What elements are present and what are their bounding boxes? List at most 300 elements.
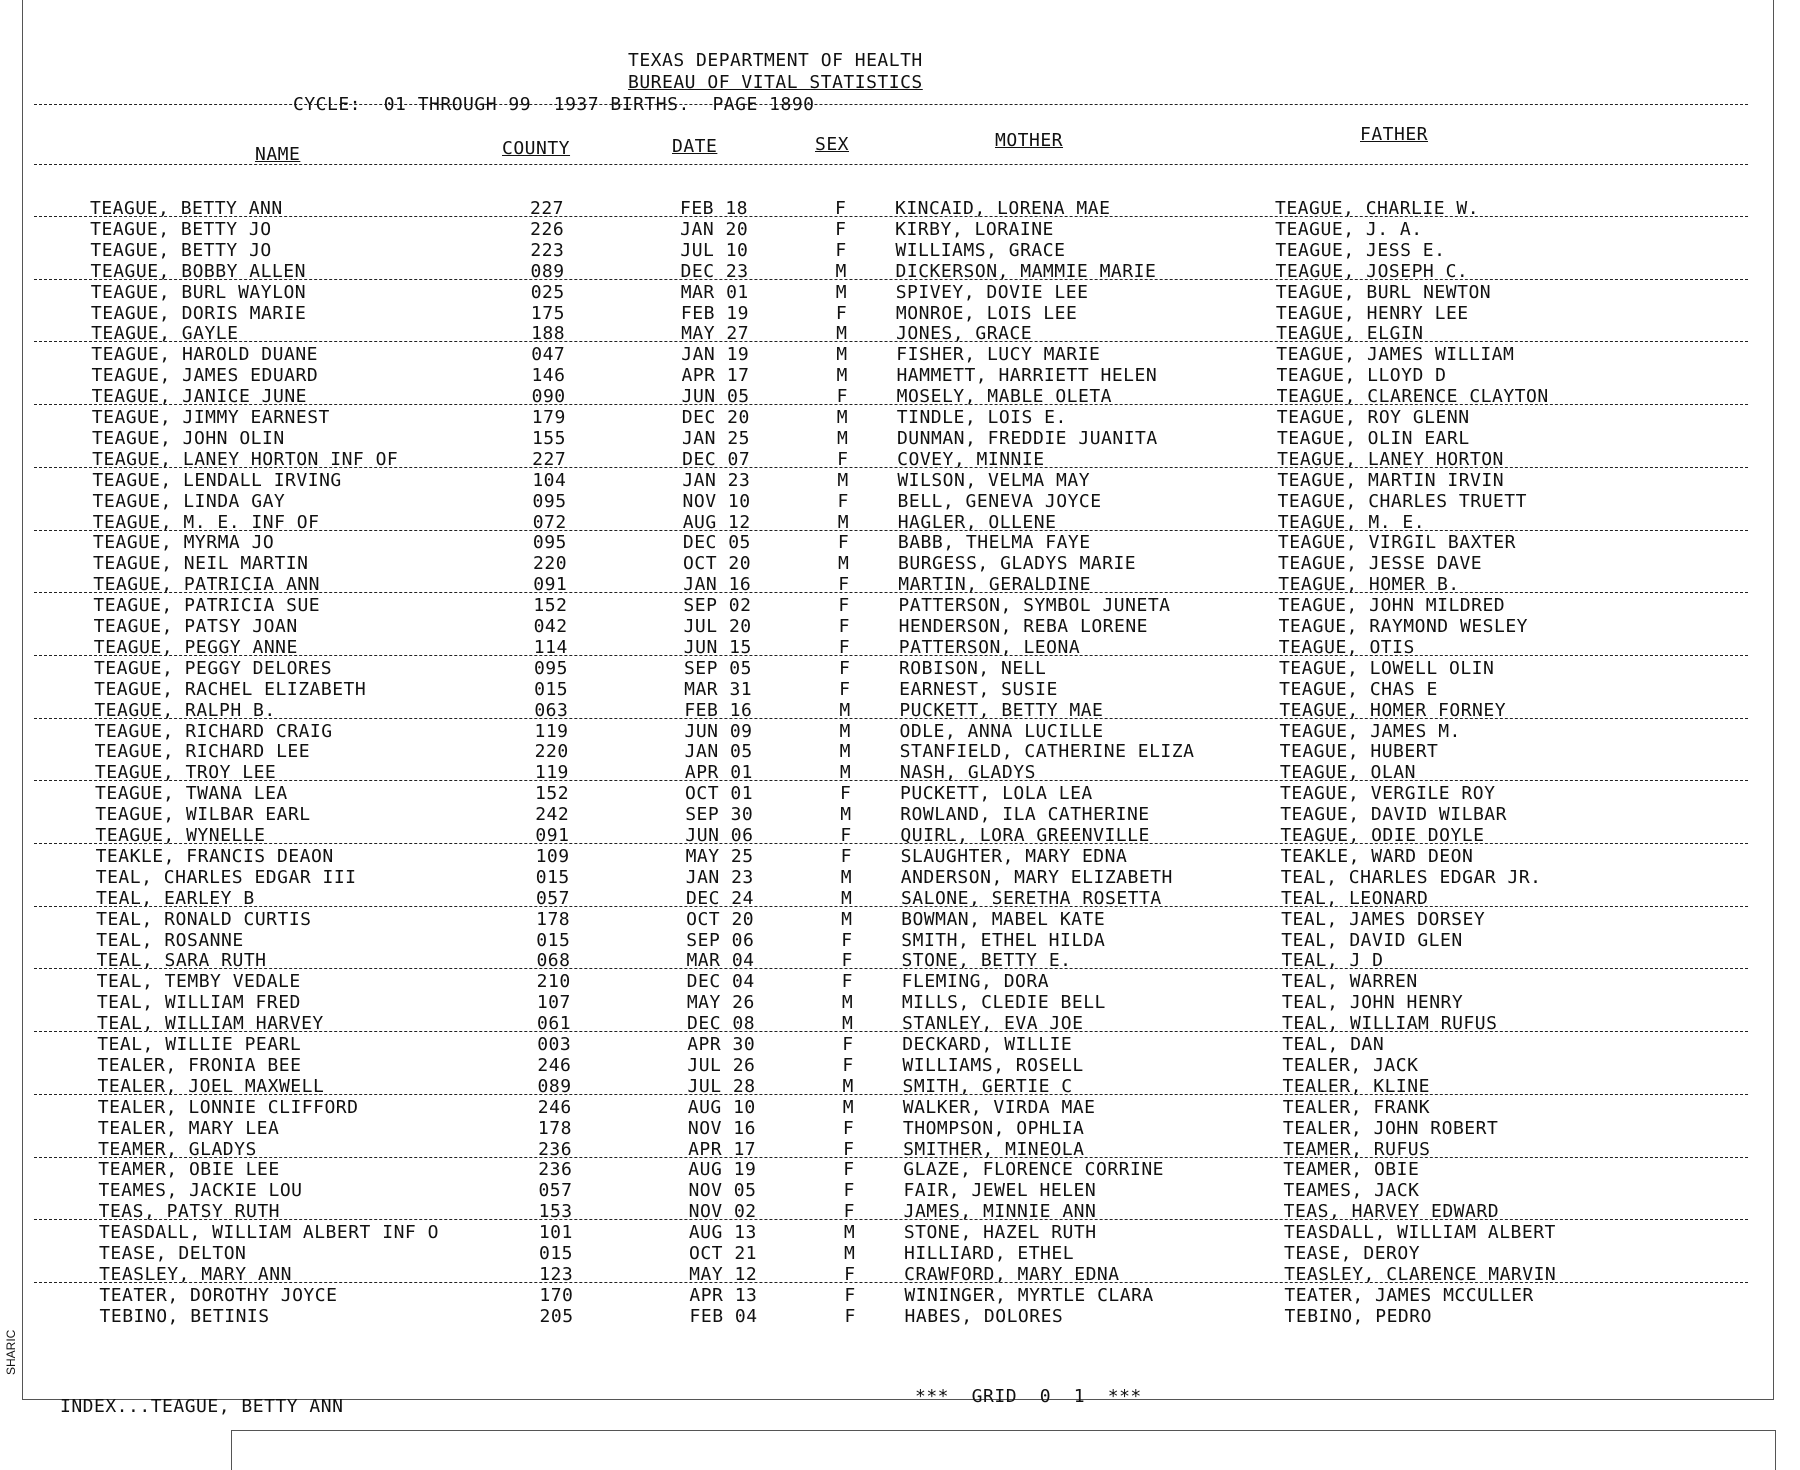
record-county: 152 [533,595,568,617]
record-row [0,971,1800,991]
record-father: TEAGUE, JESSE DAVE [1278,553,1483,575]
record-county: 153 [538,1201,573,1223]
record-row [0,679,1800,699]
grid-marker: *** GRID 0 1 *** [915,1386,1142,1407]
record-name: TEAGUE, DORIS MARIE [90,302,307,324]
column-header-name: NAME [255,144,301,165]
record-date: NOV 05 [688,1180,757,1202]
record-row [0,1118,1800,1138]
record-county: 178 [536,908,571,930]
record-father: TEAS, HARVEY EDWARD [1283,1201,1500,1223]
record-separator [34,216,1748,217]
record-name: TEAGUE, HAROLD DUANE [91,344,318,366]
record-father: TEAGUE, OLAN [1279,762,1416,784]
column-header-rule [34,164,1748,165]
record-sex: F [838,636,851,658]
record-county: 227 [532,448,567,470]
record-mother: COVEY, MINNIE [897,448,1045,470]
record-separator [34,968,1748,969]
record-name: TEAGUE, BOBBY ALLEN [90,260,306,282]
record-county: 095 [532,532,567,554]
record-name: TEAKLE, FRANCIS DEAON [95,845,334,867]
record-sex: F [843,1180,855,1202]
record-separator [34,1157,1748,1158]
record-row [0,700,1800,720]
record-county: 188 [531,323,566,345]
record-county: 107 [536,992,571,1014]
record-row [0,261,1800,281]
record-name: TEAGUE, WILBAR EARL [95,804,311,826]
record-separator [34,718,1748,719]
record-mother: DUNMAN, FREDDIE JUANITA [896,427,1158,449]
record-date: JAN 23 [682,469,751,491]
record-county: 095 [532,490,567,512]
record-date: NOV 16 [687,1117,756,1139]
record-date: OCT 21 [689,1243,758,1264]
record-name: TEAL, TEMBY VEDALE [96,971,301,993]
record-father: TEAL, LEONARD [1280,887,1429,909]
record-name: TEAGUE, RICHARD CRAIG [94,720,333,742]
record-row [0,407,1800,427]
record-father: TEAGUE, ROY GLENN [1276,407,1470,428]
record-mother: HILLIARD, ETHEL [904,1243,1075,1264]
record-county: 210 [536,971,571,993]
record-date: APR 30 [687,1034,756,1055]
record-date: MAY 27 [681,323,750,345]
record-date: FEB 04 [689,1305,758,1327]
record-mother: ROBISON, NELL [898,657,1047,679]
record-name: TEAGUE, BETTY JO [90,218,272,240]
record-name: TEALER, MARY LEA [97,1117,280,1139]
record-name: TEAGUE, M. E. INF OF [92,511,320,533]
record-sex: M [840,804,852,826]
record-father: TEAGUE, HOMER FORNEY [1279,699,1507,721]
record-row [0,1034,1800,1054]
record-county: 015 [536,929,571,951]
record-mother: STONE, BETTY E. [901,950,1072,972]
record-mother: MARTIN, GERALDINE [898,574,1091,596]
record-father: TEASDALL, WILLIAM ALBERT [1283,1222,1556,1244]
next-page-frame [231,1430,1776,1470]
record-mother: MONROE, LOIS LEE [895,302,1078,324]
record-row [0,783,1800,803]
record-mother: HABES, DOLORES [904,1305,1064,1327]
record-sex: M [840,866,853,888]
record-sex: F [844,1284,856,1306]
record-sex: F [838,657,851,679]
record-county: 090 [531,386,566,408]
record-sex: F [835,218,847,240]
record-mother: SMITHER, MINEOLA [903,1138,1085,1160]
record-row [0,741,1800,761]
record-father: TEAL, J D [1281,950,1384,972]
record-date: APR 17 [681,365,750,387]
record-father: TEAGUE, ELGIN [1276,323,1424,345]
record-county: 119 [534,762,569,784]
record-sex: M [839,699,851,721]
record-date: DEC 20 [681,407,750,428]
record-date: DEC 08 [687,1013,756,1035]
header-title: TEXAS DEPARTMENT OF HEALTH [628,50,923,71]
record-father: TEAGUE, ODIE DOYLE [1280,825,1485,846]
record-father: TEAL, CHARLES EDGAR JR. [1280,866,1542,888]
record-father: TEAGUE, M. E. [1277,511,1426,533]
record-sex: M [835,260,847,282]
record-row [0,1055,1800,1075]
record-date: AUG 12 [682,511,751,533]
record-sex: M [838,553,850,575]
record-separator [34,1219,1748,1220]
record-separator [34,1094,1748,1095]
record-row [0,595,1800,615]
record-county: 220 [534,741,569,763]
record-date: FEB 19 [680,302,749,324]
record-row [0,658,1800,678]
record-separator [34,1282,1748,1283]
record-county: 095 [533,657,568,679]
record-date: SEP 30 [685,804,754,826]
record-county: 101 [538,1222,573,1244]
record-sex: F [838,595,850,617]
record-sex: F [843,1201,855,1223]
record-county: 063 [534,699,569,721]
record-row [0,950,1800,970]
record-name: TEAGUE, BETTY JO [90,239,272,261]
record-father: TEAGUE, HOMER B. [1278,574,1460,596]
record-separator [34,655,1748,656]
record-row [0,721,1800,741]
record-name: TEAGUE, JANICE JUNE [91,386,308,408]
record-name: TEAGUE, RICHARD LEE [94,741,311,763]
record-father: TEAGUE, LANEY HORTON [1277,448,1504,470]
record-sex: M [843,1222,856,1244]
record-county: 057 [535,887,570,909]
record-name: TEAGUE, JIMMY EARNEST [91,407,330,428]
record-row [0,428,1800,448]
record-father: TEAL, WARREN [1281,971,1418,993]
record-date: JAN 25 [681,427,750,449]
record-name: TEAL, EARLEY B [95,887,255,909]
record-date: MAY 25 [685,845,754,867]
record-row [0,804,1800,824]
record-county: 015 [539,1243,574,1264]
record-mother: CRAWFORD, MARY EDNA [904,1263,1120,1285]
record-county: 091 [535,825,570,846]
record-father: TEAGUE, VIRGIL BAXTER [1277,532,1516,554]
record-name: TEAGUE, LINDA GAY [92,490,286,512]
record-mother: FAIR, JEWEL HELEN [903,1180,1097,1202]
record-father: TEALER, FRANK [1282,1096,1431,1118]
record-date: JUL 28 [687,1075,756,1097]
record-county: 061 [537,1013,572,1035]
record-row [0,470,1800,490]
record-row [0,867,1800,887]
record-row [0,1180,1800,1200]
record-father: TEAGUE, JAMES M. [1279,720,1461,742]
record-name: TEAGUE, JAMES EDUARD [91,365,319,387]
record-row [0,825,1800,845]
record-mother: ANDERSON, MARY ELIZABETH [900,866,1173,888]
record-mother: BABB, THELMA FAYE [897,532,1091,554]
column-header-date: DATE [672,136,718,157]
record-mother: ROWLAND, ILA CATHERINE [900,804,1150,826]
record-row [0,909,1800,929]
record-name: TEBINO, BETINIS [99,1305,270,1327]
record-father: TEAGUE, J. A. [1275,218,1423,240]
record-name: TEAL, CHARLES EDGAR III [95,866,357,888]
record-sex: M [844,1243,856,1264]
record-row [0,240,1800,260]
column-header-sex: SEX [815,134,850,155]
record-father: TEAGUE, CHARLIE W. [1275,198,1480,219]
record-sex: M [839,762,852,784]
record-county: 223 [530,239,565,261]
record-father: TEATER, JAMES MCCULLER [1284,1284,1534,1306]
record-mother: FLEMING, DORA [901,971,1050,993]
record-father: TEASE, DEROY [1284,1243,1421,1264]
record-date: NOV 10 [682,490,751,512]
record-mother: WININGER, MYRTLE CLARA [904,1284,1154,1306]
record-father: TEAGUE, OLIN EARL [1276,427,1470,449]
record-name: TEAGUE, WYNELLE [95,825,266,846]
record-sex: M [842,1075,854,1097]
record-father: TEAGUE, CHARLES TRUETT [1277,490,1527,512]
record-name: TEAL, WILLIE PEARL [97,1034,302,1055]
record-mother: THOMPSON, OPHLIA [902,1117,1085,1139]
record-county: 025 [530,281,565,303]
record-father: TEAGUE, LLOYD D [1276,365,1447,387]
record-mother: SLAUGHTER, MARY EDNA [900,845,1128,867]
record-sex: M [836,407,849,428]
record-father: TEASLEY, CLARENCE MARVIN [1284,1263,1557,1285]
record-row [0,344,1800,364]
record-date: DEC 23 [680,260,749,282]
record-row [0,512,1800,532]
record-county: 057 [538,1180,573,1202]
record-county: 091 [533,574,568,596]
record-date: JAN 23 [685,866,754,888]
record-sex: F [840,783,852,805]
record-name: TEAL, WILLIAM FRED [96,992,301,1014]
record-date: OCT 01 [685,783,754,805]
record-date: JAN 19 [681,344,750,366]
record-mother: HAMMETT, HARRIETT HELEN [896,365,1158,387]
record-county: 104 [532,469,567,491]
record-name: TEAGUE, TROY LEE [94,762,277,784]
record-mother: STANLEY, EVA JOE [902,1013,1084,1035]
record-date: MAY 12 [689,1263,758,1285]
index-line: INDEX...TEAGUE, BETTY ANN [60,1396,344,1417]
record-date: SEP 02 [683,595,752,617]
record-row [0,449,1800,469]
record-date: FEB 18 [680,198,749,219]
record-name: TEALER, LONNIE CLIFFORD [97,1096,359,1118]
record-row [0,574,1800,594]
record-county: 109 [535,845,570,867]
record-county: 220 [533,553,568,575]
record-county: 236 [538,1138,573,1160]
record-county: 236 [538,1159,573,1181]
record-row [0,553,1800,573]
record-father: TEAMES, JACK [1283,1180,1420,1202]
record-sex: M [837,469,849,491]
record-name: TEAGUE, BETTY ANN [90,198,283,219]
record-county: 123 [539,1263,574,1285]
record-father: TEAL, DAVID GLEN [1281,929,1463,951]
record-row [0,1222,1800,1242]
record-sex: F [835,302,848,324]
record-date: JUN 09 [684,720,753,742]
record-mother: SPIVEY, DOVIE LEE [895,281,1089,303]
record-date: DEC 24 [685,887,754,909]
record-county: 175 [530,302,565,324]
record-father: TEAMER, OBIE [1283,1159,1420,1181]
record-row [0,846,1800,866]
record-separator [34,780,1748,781]
record-father: TEAGUE, LOWELL OLIN [1278,657,1495,679]
record-sex: F [843,1138,855,1160]
record-name: TEAMER, GLADYS [98,1138,257,1160]
record-date: AUG 19 [688,1159,757,1181]
record-sex: F [842,1117,855,1139]
record-name: TEAGUE, NEIL MARTIN [93,553,309,575]
record-row [0,303,1800,323]
record-sex: M [836,365,848,387]
record-mother: STONE, HAZEL RUTH [903,1222,1097,1244]
record-sex: M [841,992,854,1014]
record-sex: F [844,1305,856,1327]
record-father: TEAKLE, WARD DEON [1280,845,1474,867]
record-sex: M [839,720,851,742]
record-date: MAR 31 [684,678,753,700]
record-county: 205 [539,1305,574,1327]
record-separator [34,404,1748,405]
record-sex: F [836,386,848,408]
record-sex: F [840,825,852,846]
record-date: MAR 04 [686,950,755,972]
record-sex: M [841,908,853,930]
record-mother: FISHER, LUCY MARIE [896,344,1101,366]
record-name: TEAMER, OBIE LEE [98,1159,280,1181]
record-date: JUN 06 [685,825,754,846]
record-father: TEAGUE, JOSEPH C. [1275,260,1469,282]
record-mother: STANFIELD, CATHERINE ELIZA [899,741,1195,763]
record-county: 089 [530,260,565,282]
record-sex: F [837,448,849,470]
record-father: TEALER, KLINE [1282,1075,1430,1097]
record-father: TEAGUE, OTIS [1278,636,1415,658]
record-row [0,219,1800,239]
record-name: TEATER, DOROTHY JOYCE [99,1284,338,1306]
record-father: TEAGUE, RAYMOND WESLEY [1278,616,1529,637]
record-mother: PATTERSON, LEONA [898,636,1081,658]
record-row [0,992,1800,1012]
record-name: TEAS, PATSY RUTH [98,1201,281,1223]
record-row [0,1306,1800,1326]
record-county: 072 [532,511,567,533]
record-father: TEALER, JOHN ROBERT [1282,1117,1499,1139]
record-date: JAN 20 [680,218,749,240]
record-date: DEC 07 [682,448,751,470]
record-date: JUN 05 [681,386,750,408]
record-name: TEAGUE, GAYLE [91,323,239,345]
record-name: TEAL, RONALD CURTIS [96,908,312,930]
record-name: TEAL, WILLIAM HARVEY [97,1013,324,1035]
record-sex: F [842,1034,854,1055]
cycle-line: CYCLE: 01 THROUGH 99 1937 BIRTHS. PAGE 1890 [293,94,815,115]
record-county: 146 [531,365,566,387]
record-date: JUN 15 [683,636,752,658]
record-row [0,888,1800,908]
record-mother: MOSELY, MABLE OLETA [896,386,1113,408]
record-date: OCT 20 [686,908,755,930]
record-county: 042 [533,616,568,637]
record-father: TEAL, WILLIAM RUFUS [1282,1013,1498,1035]
record-sex: F [835,198,847,219]
record-name: TEASDALL, WILLIAM ALBERT INF O [98,1222,439,1244]
record-row [0,491,1800,511]
record-mother: ODLE, ANNA LUCILLE [899,720,1104,742]
record-name: TEAGUE, TWANA LEA [95,783,288,805]
record-mother: BELL, GENEVA JOYCE [897,490,1102,512]
record-sex: M [839,741,852,763]
record-county: 152 [535,783,570,805]
record-county: 015 [535,866,570,888]
record-date: MAR 01 [680,281,749,303]
record-county: 015 [534,678,569,700]
record-row [0,198,1800,218]
record-name: TEAGUE, PATSY JOAN [93,616,298,637]
record-date: AUG 10 [687,1096,756,1118]
record-county: 047 [531,344,566,366]
record-row [0,762,1800,782]
record-sex: F [844,1263,856,1285]
record-row [0,1139,1800,1159]
side-tag: SHARIC [4,1329,18,1375]
record-sex: M [836,323,848,345]
column-header-county: COUNTY [502,138,571,159]
record-separator [34,592,1748,593]
record-father: TEAL, DAN [1282,1034,1385,1055]
record-row [0,1076,1800,1096]
record-county: 242 [535,804,570,826]
record-row [0,323,1800,343]
record-date: DEC 04 [686,971,755,993]
record-father: TEAGUE, HENRY LEE [1275,302,1469,324]
record-sex: F [840,845,852,867]
record-name: TEAGUE, BURL WAYLON [90,281,307,303]
record-name: TEASLEY, MARY ANN [99,1263,292,1285]
record-mother: JAMES, MINNIE ANN [903,1201,1097,1223]
record-mother: TINDLE, LOIS E. [896,407,1067,428]
record-separator [34,467,1748,468]
header-subtitle: BUREAU OF VITAL STATISTICS [628,72,923,93]
record-row [0,1243,1800,1263]
record-father: TEAMER, RUFUS [1283,1138,1431,1160]
record-sex: F [841,929,853,951]
record-county: 068 [536,950,571,972]
record-date: OCT 20 [683,553,752,575]
record-date: SEP 06 [686,929,755,951]
record-date: NOV 02 [688,1201,757,1223]
record-separator [34,341,1748,342]
record-county: 246 [537,1054,572,1076]
record-row [0,1285,1800,1305]
record-name: TEAGUE, LANEY HORTON INF OF [92,448,399,470]
record-separator [34,279,1748,280]
record-mother: WILLIAMS, ROSELL [902,1054,1084,1076]
record-row [0,930,1800,950]
